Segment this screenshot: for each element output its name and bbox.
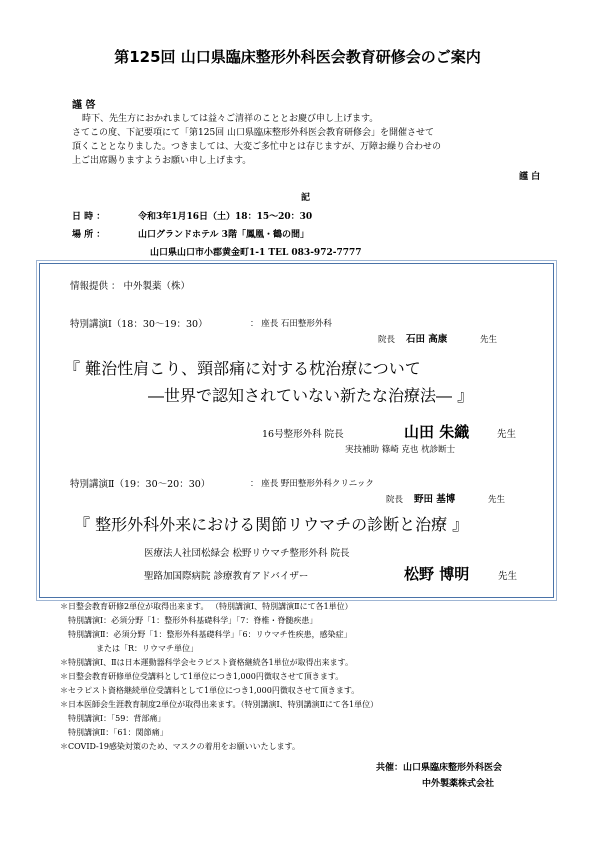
body-line-2: さてこの度、下記要項にて「第125回 山口県臨床整形外科医会教育研修会」を開催させて [72, 128, 435, 138]
lecture2-speaker-honorific: 先生 [498, 571, 518, 582]
lecture2-speaker-org: 聖路加国際病院 診療教育アドバイザー [144, 571, 309, 582]
lecture1-assistant: 実技補助 篠崎 克也 枕診断士 [345, 445, 456, 455]
lecture2-chair: ： 座長 野田整形外科クリニック [250, 479, 374, 489]
footer-cohost-1: 共催：山口県臨床整形外科医会 [376, 763, 503, 773]
note-7: ＊セラピスト資格継続単位受講料として1単位につき1,000円徴収させて頂きます。 [60, 686, 360, 695]
note-11: ＊COVID-19感染対策のため、マスクの着用をお願いいたします。 [60, 742, 300, 751]
ki-heading: 記 [301, 193, 311, 203]
body-line-1: 時下、先生方におかれましては益々ご清祥のこととお慶び申し上げます。 [82, 114, 379, 124]
info-provider: 情報提供 ： 中外製薬（株） [70, 281, 191, 292]
lecture2-speaker-line1: 医療法人社団松緑会 松野リウマチ整形外科 院長 [144, 548, 350, 559]
lecture2-heading: 特別講演Ⅱ（19：30～20：30） [70, 479, 211, 490]
note-9: 特別講演Ⅰ：「59：背部痛」 [68, 714, 166, 723]
lecture1-speaker-name: 山田 朱織 [404, 423, 470, 441]
lecture1-chair: ： 座長 石田整形外科 [250, 319, 332, 329]
lecture2-chair-name: 野田 基博 [414, 494, 456, 505]
venue-value: 山口グランドホテル 3階「鳳凰・鶴の間」 [138, 230, 309, 240]
note-3: 特別講演Ⅱ：必須分野「1：整形外科基礎科学」「6：リウマチ性疾患，感染症」 [68, 630, 352, 639]
note-1: ＊日整会教育研修2単位が取得出来ます。 （特別講演Ⅰ、特別講演Ⅱにて各1単位） [60, 602, 353, 611]
closing: 謹 白 [519, 172, 541, 182]
lecture1-title-line1: 『 難治性肩こり、頸部痛に対する枕治療について [64, 359, 421, 378]
body-line-3: 頂くこととなりました。つきましては、大変ご多忙中とは存じますが、万障お繰り合わせの [72, 142, 442, 152]
lecture1-speaker-honorific: 先生 [497, 429, 517, 440]
note-8: ＊日本医師会生涯教育制度2単位が取得出来ます。（特別講演Ⅰ、特別講演Ⅱにて各1単位） [60, 700, 379, 709]
address: 山口県山口市小郡黄金町1-1 TEL 083-972-7777 [150, 248, 362, 258]
body-line-4: 上ご出席賜りますようお願い申し上げます。 [72, 156, 252, 166]
lecture1-chair-honorific: 先生 [480, 335, 498, 345]
lecture1-speaker-org: 16号整形外科 院長 [262, 429, 344, 440]
note-6: ＊日整会教育研修単位受講料として1単位につき1,000円徴収させて頂きます。 [60, 672, 344, 681]
page-title: 第125回 山口県臨床整形外科医会教育研修会のご案内 [114, 48, 481, 66]
lecture1-heading: 特別講演Ⅰ（18：30～19：30） [70, 319, 208, 330]
lecture2-chair-honorific: 先生 [488, 495, 506, 505]
datetime-value: 令和3年1月16日（土）18：15～20：30 [138, 212, 313, 222]
note-2: 特別講演Ⅰ：必須分野「1：整形外科基礎科学」「7：脊椎・脊髄疾患」 [68, 616, 318, 625]
datetime-label: 日 時 ： [72, 212, 106, 222]
lecture2-title: 『 整形外科外来における関節リウマチの診断と治療 』 [74, 515, 469, 534]
lecture1-chair-name: 石田 高康 [406, 334, 448, 345]
note-5: ＊特別講演Ⅰ、Ⅱは日本運動器科学会セラピスト資格継続各1単位が取得出来ます。 [60, 658, 354, 667]
footer-cohost-2: 中外製薬株式会社 [422, 779, 495, 789]
note-4: または「R：リウマチ単位」 [96, 644, 199, 653]
lecture2-chair-role: 院長 [386, 495, 404, 505]
greeting: 謹 啓 [72, 100, 96, 111]
note-10: 特別講演Ⅱ：「61：関節痛」 [68, 728, 168, 737]
lecture2-speaker-name: 松野 博明 [404, 565, 470, 583]
lecture1-title-line2: ―世界で認知されていない新たな治療法― 』 [148, 386, 474, 405]
lecture1-chair-role: 院長 [378, 335, 396, 345]
venue-label: 場 所 ： [72, 230, 106, 240]
